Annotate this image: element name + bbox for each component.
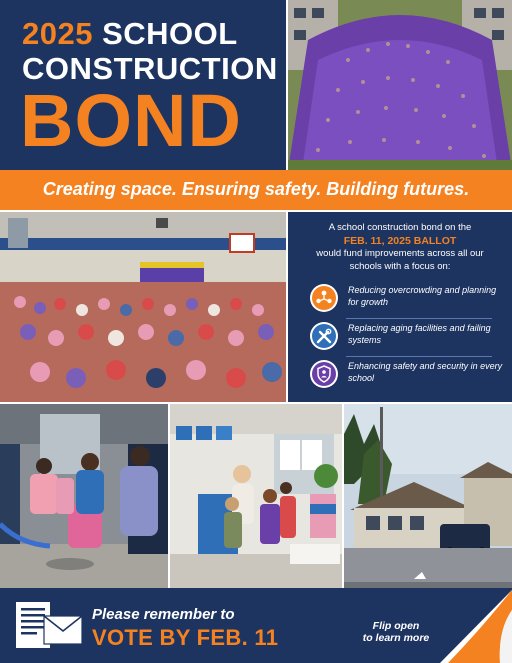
- ballot-date: FEB. 11, 2025 BALLOT: [343, 234, 457, 247]
- shield-person-icon: [310, 360, 338, 388]
- flip-line-2: to learn more: [362, 632, 430, 644]
- intro-before: A school construction bond on the: [328, 222, 472, 233]
- focus-text-safety: Enhancing safety and security in every school: [348, 361, 503, 383]
- divider-2: [346, 356, 492, 357]
- intro-after: would fund improvements across all our schools with a focus on:: [316, 248, 484, 272]
- focus-item-facilities: [310, 322, 502, 354]
- flip-line-1: Flip open: [372, 620, 420, 632]
- title-word-school: SCHOOL: [102, 16, 238, 51]
- page-curl-graphic: [440, 590, 512, 663]
- divider-1: [346, 318, 492, 319]
- mail-ballot-icon: [14, 598, 84, 654]
- hallway-students-photo: [0, 404, 168, 588]
- remember-text: Please remember to: [92, 606, 235, 623]
- focus-text-overcrowding: Reducing overcrowding and planning for growth: [348, 285, 497, 307]
- focus-item-safety: [310, 360, 502, 392]
- info-panel: [288, 212, 512, 402]
- flip-open-text: [352, 620, 440, 644]
- tagline: Creating space. Ensuring safety. Building futures.: [42, 179, 470, 199]
- gym-assembly-photo: [0, 212, 286, 402]
- header: [0, 0, 512, 170]
- school-building-photo: [344, 404, 512, 588]
- tools-icon: [310, 322, 338, 350]
- focus-text-facilities: Replacing aging facilities and failing systems: [348, 323, 491, 345]
- vote-deadline: VOTE BY FEB. 11: [92, 625, 279, 650]
- title-year: 2025: [22, 16, 93, 51]
- focus-item-overcrowding: [310, 284, 502, 316]
- title-line-3: BOND: [20, 79, 242, 162]
- title-line-1: [22, 16, 238, 52]
- title-panel: [0, 0, 286, 170]
- title-line-2: CONSTRUCTION: [22, 51, 278, 86]
- people-network-icon: [310, 284, 338, 312]
- info-intro: [300, 222, 500, 273]
- aerial-students-photo: [288, 0, 512, 170]
- tagline-band: [0, 170, 512, 210]
- classroom-photo: [170, 404, 342, 588]
